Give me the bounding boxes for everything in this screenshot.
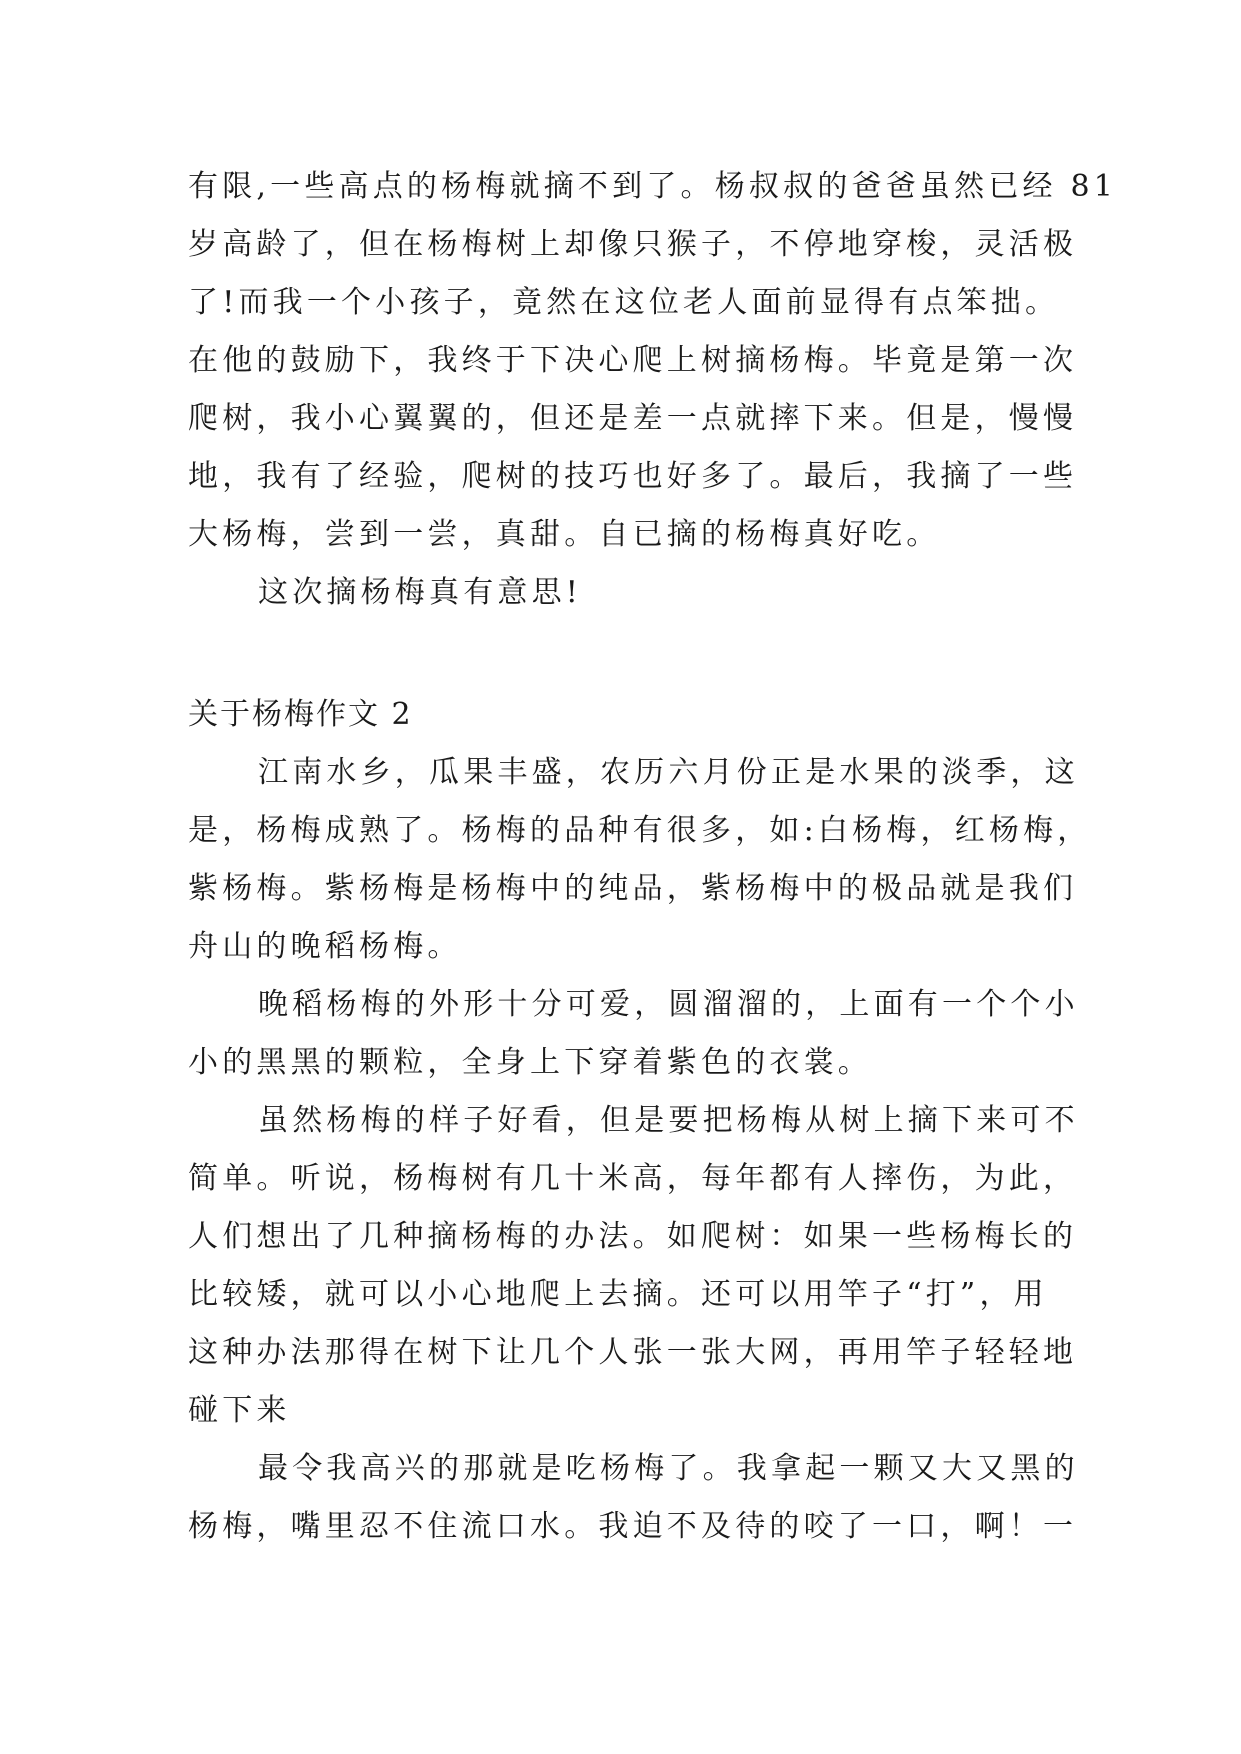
- paragraph-line: 碰下来: [188, 1393, 291, 1428]
- paragraph-line: 江南水乡，瓜果丰盛，农历六月份正是水果的淡季，这: [258, 755, 1079, 790]
- paragraph-line: 有限,一些高点的杨梅就摘不到了。杨叔叔的爸爸虽然已经 81: [188, 169, 1118, 204]
- essay-heading-2: 关于杨梅作文 2: [188, 697, 413, 732]
- paragraph-line: 舟山的晚稻杨梅。: [188, 929, 462, 964]
- essay-section-2: [188, 744, 1092, 1556]
- paragraph-line: 在他的鼓励下，我终于下决心爬上树摘杨梅。毕竟是第一次: [188, 343, 1078, 378]
- paragraph-line: 简单。听说，杨梅树有几十米高，每年都有人摔伤，为此，: [188, 1161, 1078, 1196]
- paragraph-line: 人们想出了几种摘杨梅的办法。如爬树：如果一些杨梅长的: [188, 1219, 1078, 1254]
- paragraph-line: 地，我有了经验，爬树的技巧也好多了。最后，我摘了一些: [188, 459, 1078, 494]
- paragraph-line: 最令我高兴的那就是吃杨梅了。我拿起一颗又大又黑的: [258, 1451, 1079, 1486]
- paragraph-line: 小的黑黑的颗粒，全身上下穿着紫色的衣裳。: [188, 1045, 872, 1080]
- paragraph-line: 是，杨梅成熟了。杨梅的品种有很多，如:白杨梅，红杨梅，: [188, 813, 1092, 848]
- closing-line: 这次摘杨梅真有意思!: [258, 575, 583, 610]
- essay-section-1: [188, 158, 1118, 622]
- paragraph-line: 紫杨梅。紫杨梅是杨梅中的纯品，紫杨梅中的极品就是我们: [188, 871, 1078, 906]
- paragraph-line: 大杨梅，尝到一尝，真甜。自已摘的杨梅真好吃。: [188, 517, 941, 552]
- paragraph-line: 杨梅，嘴里忍不住流口水。我迫不及待的咬了一口，啊！一: [188, 1509, 1078, 1544]
- paragraph-line: 这种办法那得在树下让几个人张一张大网，再用竿子轻轻地: [188, 1335, 1078, 1370]
- paragraph-line: 岁高龄了，但在杨梅树上却像只猴子，不停地穿梭，灵活极: [188, 227, 1078, 262]
- paragraph-line: 比较矮，就可以小心地爬上去摘。还可以用竿子“打”，用: [188, 1277, 1048, 1312]
- paragraph-line: 晚稻杨梅的外形十分可爱，圆溜溜的，上面有一个个小: [258, 987, 1079, 1022]
- paragraph-line: 了!而我一个小孩子，竟然在这位老人面前显得有点笨拙。: [188, 285, 1060, 320]
- paragraph-line: 爬树，我小心翼翼的，但还是差一点就摔下来。但是，慢慢: [188, 401, 1078, 436]
- paragraph-line: 虽然杨梅的样子好看，但是要把杨梅从树上摘下来可不: [258, 1103, 1079, 1138]
